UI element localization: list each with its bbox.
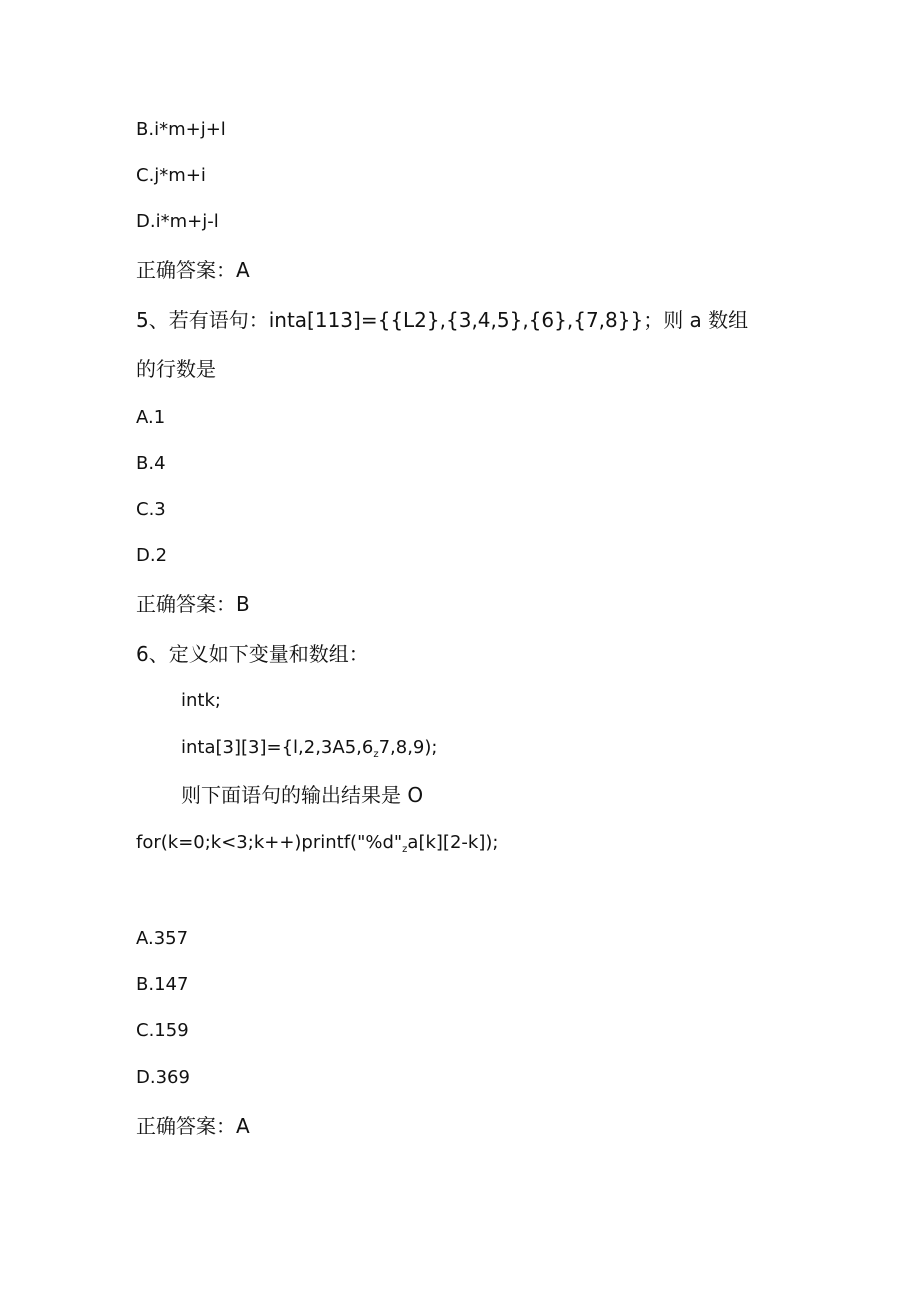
- q6-stem-line2: 则下面语句的输出结果是 O: [181, 783, 424, 807]
- q5-answer: 正确答案：B: [136, 592, 250, 616]
- q5-stem-line1: 5、若有语句：inta[113]={{L2},{3,4,5},{6},{7,8}}；则 a 数组: [136, 308, 749, 332]
- q6-code-line3-part-b: a[k][2-k]);: [407, 832, 499, 853]
- q5-option-b: B.4: [136, 453, 166, 474]
- q6-option-b: B.147: [136, 974, 189, 995]
- q6-code-line2-part-b: 7,8,9);: [378, 737, 438, 758]
- q6-code-line2-part-a: inta[3][3]={l,2,3A5,6: [181, 737, 374, 758]
- q4-answer: 正确答案：A: [136, 258, 250, 282]
- q6-code-line3-subscript: z: [402, 844, 408, 855]
- q5-option-c: C.3: [136, 499, 166, 520]
- q6-answer: 正确答案：A: [136, 1114, 250, 1138]
- q6-code-line2: [181, 736, 437, 767]
- q6-code-line2-subscript: z: [373, 749, 379, 760]
- q5-stem-line2: 的行数是: [136, 357, 216, 381]
- q6-option-d: D.369: [136, 1067, 190, 1088]
- q5-option-a: A.1: [136, 407, 166, 428]
- q6-code-line3: [136, 831, 498, 862]
- q4-option-b: B.i*m+j+l: [136, 119, 226, 140]
- q6-code-line3-part-a: for(k=0;k<3;k++)printf("%d": [136, 832, 403, 853]
- q6-stem-line1: 6、定义如下变量和数组：: [136, 642, 369, 666]
- q6-code-line1: intk;: [181, 690, 221, 711]
- q4-option-d: D.i*m+j-l: [136, 211, 219, 232]
- q5-option-d: D.2: [136, 545, 168, 566]
- q6-option-a: A.357: [136, 928, 189, 949]
- q4-option-c: C.j*m+i: [136, 165, 206, 186]
- q6-option-c: C.159: [136, 1020, 189, 1041]
